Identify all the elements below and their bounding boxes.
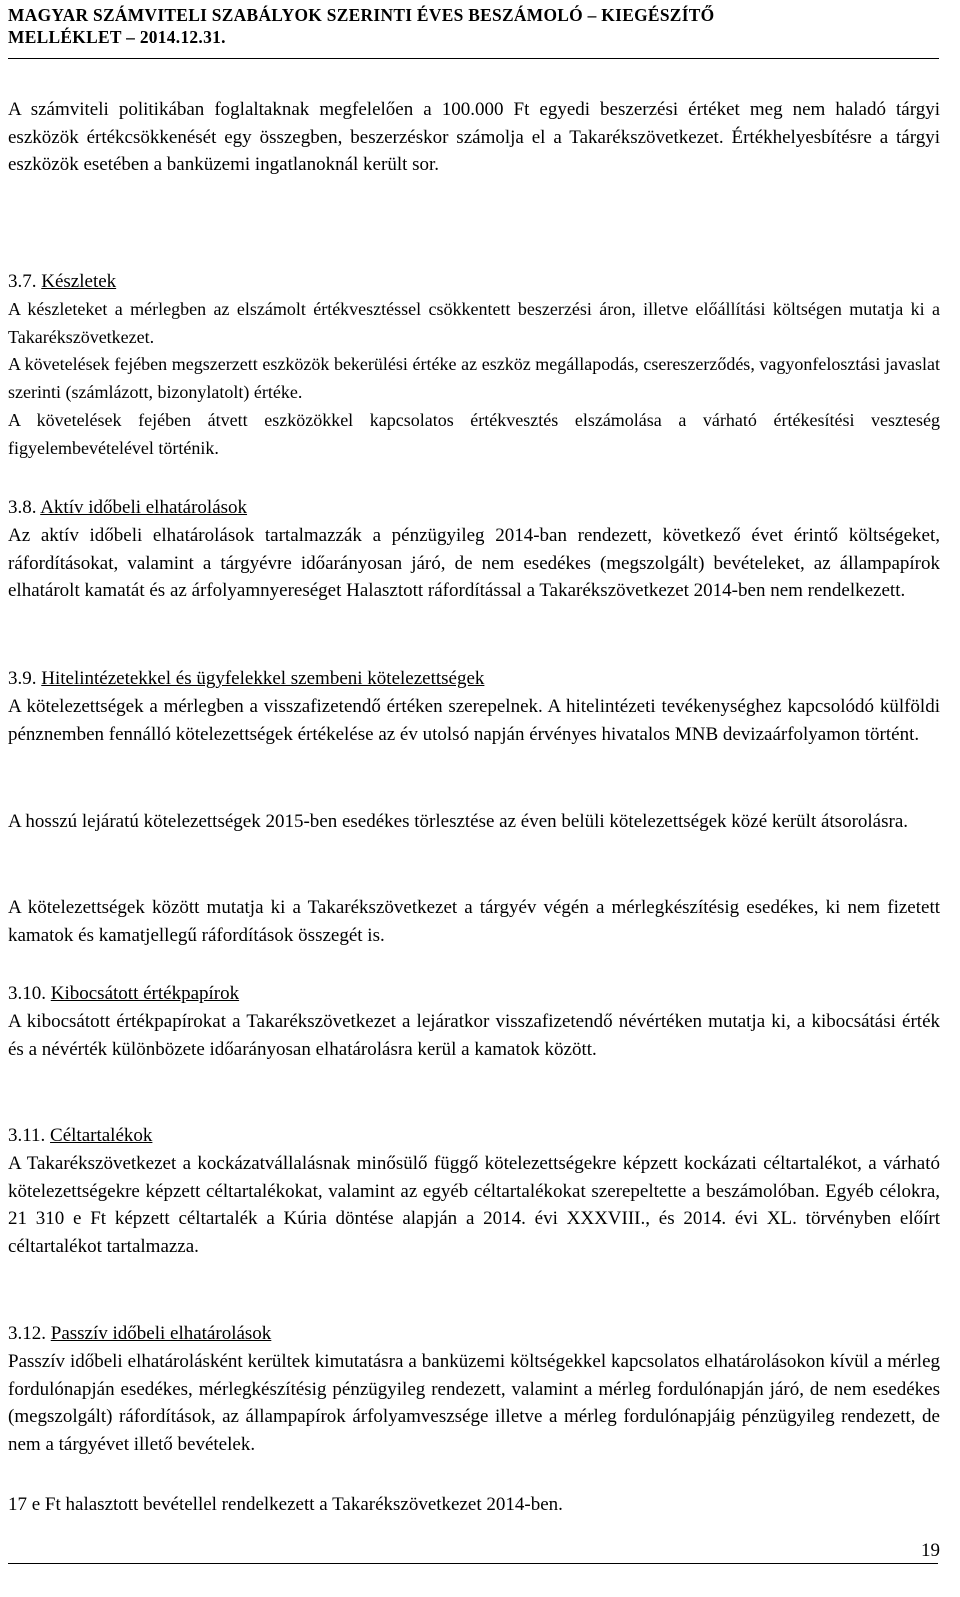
section-3-12-paragraph-2: 17 e Ft halasztott bevétellel rendelkezett a Takarékszövetkezet 2014-ben. — [8, 1494, 563, 1515]
header-title-line-2: MELLÉKLET – 2014.12.31. — [8, 27, 226, 47]
section-heading-3-10 — [8, 980, 940, 1008]
section-3-7-paragraph-2: A követelések fejében megszerzett eszközök bekerülési értéke az eszköz megállapodás, csereszerződés, vagyonfelosztási javaslat szerinti (számlázott, bizonylatolt) értéke. — [8, 354, 940, 402]
page-number: 19 — [921, 1540, 940, 1561]
section-title: Passzív időbeli elhatárolások — [50, 1323, 272, 1344]
section-title: Készletek — [41, 271, 117, 292]
section-heading-3-8 — [8, 494, 940, 522]
section-3-12-paragraph-1: Passzív időbeli elhatárolásként kerültek kimutatásra a banküzemi költségekkel kapcsolatos elhatárolásokon kívül a mérleg fordulónapján esedékes, mérlegkészítésig pénzügyileg rendezett, valamint a mérleg fordulónapján járó, de nem esedékes (megszolgált) ráfordítások, az állampapírok árfolyamveszsége illetve a mérleg fordulónapjáig pénzügyileg rendezett, de nem a tárgyévet illető bevételek. — [8, 1351, 940, 1455]
section-heading-3-11 — [8, 1122, 940, 1150]
section-heading-3-9 — [8, 665, 940, 693]
section-3-9-paragraph-1: A kötelezettségek a mérlegben a visszafizetendő értéken szerepelnek. A hitelintézeti tevékenységhez kapcsolódó külföldi pénznemben fennálló kötelezettségek értékelése az év utolsó napján érvényes hivatalos MNB devizaárfolyamon történt. — [8, 696, 940, 745]
section-title: Aktív időbeli elhatárolások — [40, 497, 248, 518]
section-3-7-paragraph-3: A követelések fejében átvett eszközökkel kapcsolatos értékvesztés elszámolása a várható értékesítési veszteség figyelembevételével történik. — [8, 410, 940, 458]
section-number: 3.11. — [8, 1125, 46, 1146]
intro-paragraph: A számviteli politikában foglaltaknak megfelelően a 100.000 Ft egyedi beszerzési értéket meg nem haladó tárgyi eszközök értékcsökkenését egy összegben, beszerzéskor számolja el a Takarékszövetkezet. Értékhelyesbítésre a tárgyi eszközök esetében a banküzemi ingatlanoknál került sor. — [8, 99, 940, 176]
section-3-11-paragraph-1: A Takarékszövetkezet a kockázatvállalásnak minősülő függő kötelezettségekre képzett kockázati céltartalékot, a várható kötelezettségekre képzett céltartalékokat, valamint az egyéb céltartalékokat szerepeltette a beszámolóban. Egyéb célokra, 21 310 e Ft képzett céltartalék a Kúria döntése alapján a 2014. évi XXXVIII., és 2014. évi XL. törvényben előírt céltartalékot tartalmazza. — [8, 1153, 940, 1257]
section-title: Kibocsátott értékpapírok — [50, 983, 240, 1004]
section-3-9-paragraph-3: A kötelezettségek között mutatja ki a Takarékszövetkezet a tárgyév végén a mérlegkészítésig esedékes, ki nem fizetett kamatok és kamatjellegű ráfordítások összegét is. — [8, 897, 940, 946]
section-3-8-paragraph-1: Az aktív időbeli elhatárolások tartalmazzák a pénzügyileg 2014-ban rendezett, következő évet érintő költségeket, ráfordításokat, valamint a tárgyévre időarányosan járó, de nem esedékes (megszolgált) bevételeket, az állampapírok elhatárolt kamatát és az árfolyamnyereséget Halasztott ráfordítással a Takarékszövetkezet 2014-ben nem rendelkezett. — [8, 525, 940, 602]
section-title: Céltartalékok — [50, 1125, 153, 1146]
section-number: 3.7. — [8, 271, 37, 292]
header-divider — [8, 58, 939, 59]
section-title: Hitelintézetekkel és ügyfelekkel szembeni kötelezettségek — [41, 668, 485, 689]
section-number: 3.8. — [8, 497, 37, 518]
footer-divider — [8, 1563, 938, 1564]
section-3-7-paragraph-1: A készleteket a mérlegben az elszámolt értékvesztéssel csökkentett beszerzési áron, illetve előállítási költségen mutatja ki a Takarékszövetkezet. — [8, 299, 940, 347]
section-3-9-paragraph-2: A hosszú lejáratú kötelezettségek 2015-ben esedékes törlesztése az éven belüli kötelezettségek közé került átsorolásra. — [8, 811, 909, 832]
header-title-line-1: MAGYAR SZÁMVITELI SZABÁLYOK SZERINTI ÉVES BESZÁMOLÓ – KIEGÉSZÍTŐ — [8, 5, 715, 25]
document-page — [8, 0, 940, 1597]
section-heading-3-12 — [8, 1320, 940, 1348]
section-number: 3.9. — [8, 668, 37, 689]
section-number: 3.10. — [8, 983, 46, 1004]
section-3-10-paragraph-1: A kibocsátott értékpapírokat a Takarékszövetkezet a lejáratkor visszafizetendő névértéken mutatja ki, a kibocsátási érték és a névérték különbözete időarányosan elhatárolásra kerül a kamatok között. — [8, 1011, 940, 1060]
page-header — [8, 4, 938, 48]
section-heading-3-7 — [8, 268, 940, 296]
section-number: 3.12. — [8, 1323, 46, 1344]
